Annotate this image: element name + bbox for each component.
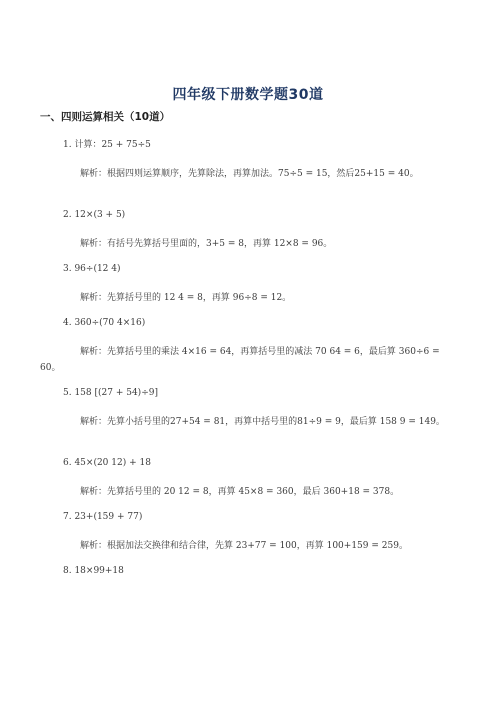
problem-7-answer: 解析：根据加法交换律和结合律，先算 23+77 = 100，再算 100+159 = 259。	[80, 541, 408, 551]
problem-3-answer: 解析：先算括号里的 12 4 = 8，再算 96÷8 = 12。	[80, 293, 292, 303]
problem-8-question: 8. 18×99+18	[63, 566, 124, 576]
page-title: 四年级下册数学题30道	[172, 87, 324, 103]
problem-1-answer: 解析：根据四则运算顺序，先算除法，再算加法。75÷5 = 15，然后25+15 = 40。	[80, 169, 419, 179]
problem-6-question: 6. 45×(20 12) + 18	[63, 458, 151, 468]
problem-3-question: 3. 96÷(12 4)	[63, 264, 121, 274]
problem-6-answer: 解析：先算括号里的 20 12 = 8，再算 45×8 = 360，最后 360+18 = 378。	[80, 487, 400, 497]
problem-4-question: 4. 360÷(70 4×16)	[63, 318, 146, 328]
problem-2-question: 2. 12×(3 + 5)	[63, 210, 126, 220]
problem-2-answer: 解析：有括号先算括号里面的，3+5 = 8，再算 12×8 = 96。	[80, 239, 333, 249]
problem-7-question: 7. 23+(159 + 77)	[63, 512, 143, 522]
problem-4-answer: 解析：先算括号里的乘法 4×16 = 64，再算括号里的减法 70 64 = 6，最后算 360÷6 = 60。	[40, 347, 440, 373]
problem-1-question: 1. 计算：25 + 75÷5	[63, 140, 151, 150]
section-heading: 一、四则运算相关（10道）	[40, 111, 171, 123]
problem-5-question: 5. 158 [(27 + 54)÷9]	[63, 388, 158, 398]
problem-5-answer: 解析：先算小括号里的27+54 = 81，再算中括号里的81÷9 = 9，最后算 158 9 = 149。	[80, 417, 445, 427]
